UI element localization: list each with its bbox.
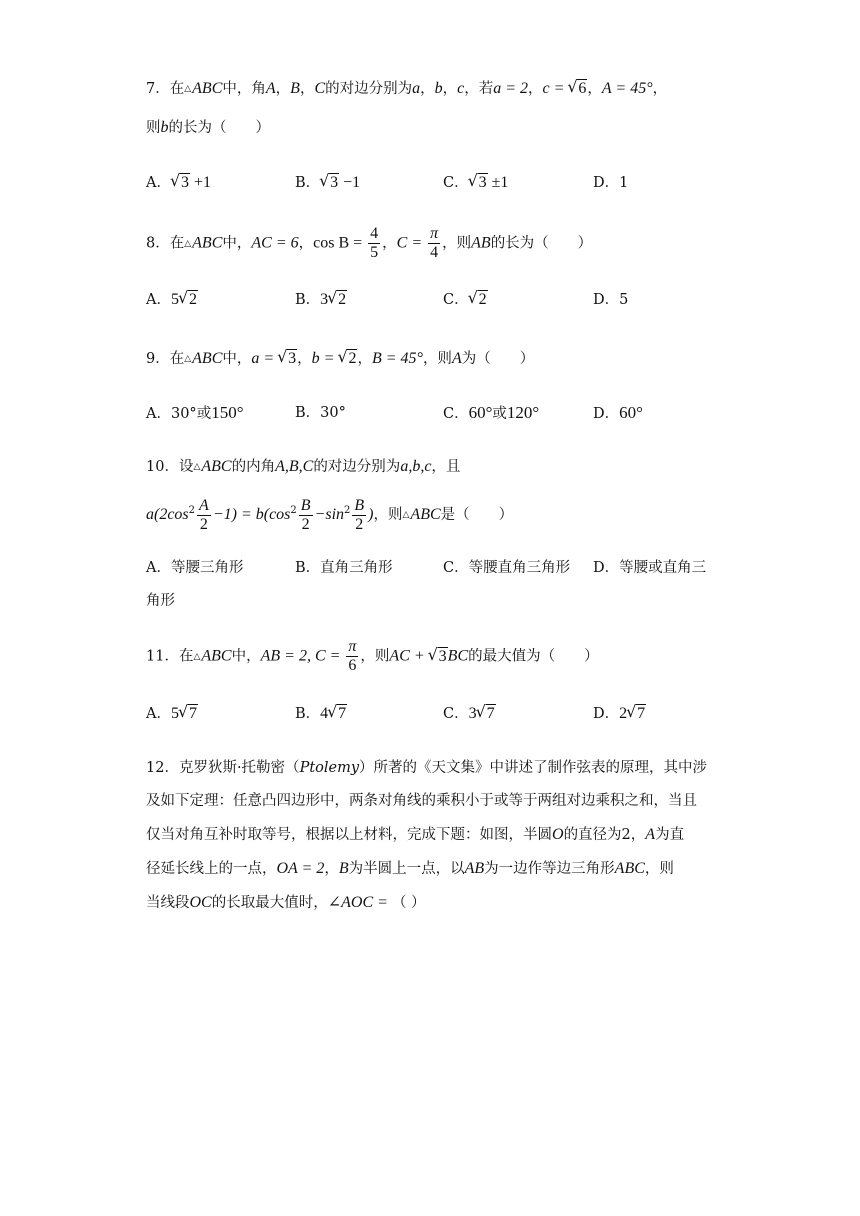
triangle-icon: △ <box>184 84 192 94</box>
q8-option-a[interactable]: A．5√ 2 <box>146 287 198 313</box>
q9-option-d[interactable]: D．60° <box>593 403 643 422</box>
q12-stem <box>146 752 726 920</box>
q10-option-b[interactable]: B．直角三角形 <box>295 560 393 576</box>
q9-option-a[interactable]: A．30°或150° <box>146 403 244 422</box>
q8-options <box>146 287 726 313</box>
q10-option-d[interactable]: D．等腰或直角三 <box>593 560 707 576</box>
q7-stem-line1: 7．在△ABC中，角A，B，C的对边分别为a，b，c，若a = 2，c = √ 6，A = 45°， <box>146 78 667 100</box>
q12-line2: 及如下定理：任意凸四边形中，两条对角线的乘积小于或等于两组对边乘积之和，当且 <box>146 793 697 809</box>
q12-line3: 仅当对角互补时取等号，根据以上材料，完成下题：如图，半圆O的直径为2，A为直 <box>146 826 685 843</box>
q11-option-b[interactable]: B．4√ 7 <box>295 701 347 727</box>
triangle-icon: △ <box>402 510 410 520</box>
q9-stem: 9．在△ABC中，a = √ 3，b = √ 2，B = 45°，则A为（ ） <box>146 348 534 370</box>
q9-options <box>146 400 726 426</box>
q9-option-b[interactable]: B．30° <box>295 405 346 421</box>
q10-option-c[interactable]: C．等腰直角三角形 <box>443 560 571 576</box>
q10-stem-line1: 10．设△ABC的内角A,B,C的对边分别为a,b,c，且 <box>146 458 461 475</box>
q8-option-d[interactable]: D．5 <box>593 292 629 308</box>
q11-option-a[interactable]: A．5√ 7 <box>146 701 198 727</box>
q7-option-c[interactable]: C．√ 3 ±1 <box>443 170 508 196</box>
q12-line5: 当线段OC的长取最大值时，∠AOC = （ ） <box>146 894 426 911</box>
triangle-icon: △ <box>193 462 201 472</box>
q7-option-b[interactable]: B．√ 3 −1 <box>295 170 360 196</box>
triangle-icon: △ <box>193 651 201 662</box>
q7-option-d[interactable]: D．1 <box>593 175 629 191</box>
q12-line4: 径延长线上的一点，OA = 2，B为半圆上一点，以AB为一边作等边三角形ABC，则 <box>146 860 674 877</box>
q8-option-c[interactable]: C．√ 2 <box>443 287 488 313</box>
q11-options <box>146 701 726 727</box>
triangle-icon: △ <box>184 238 192 249</box>
q7-stem-line2: 则b的长为（ ） <box>146 119 270 136</box>
q8-option-b[interactable]: B．3√ 2 <box>295 287 347 313</box>
q10-option-d-wrap: 角形 <box>146 593 175 609</box>
q11-option-c[interactable]: C．3√ 7 <box>443 701 496 727</box>
q10-options <box>146 555 726 581</box>
q11-stem: 11．在△ABC中，AB = 2, C = $\frac{\pi}{6}$ ，则AC + √ 3BC的最大值为（ ） <box>146 638 599 675</box>
triangle-icon: △ <box>184 354 192 364</box>
q9-option-c[interactable]: C．60°或120° <box>443 403 540 422</box>
q10-option-a[interactable]: A．等腰三角形 <box>146 560 244 576</box>
q8-stem: 8．在△ABC中，AC = 6，cos B = $\frac{4}{5}$ ，C = $\frac{\pi}{4}$ ，则AB的长为（ ） <box>146 225 593 261</box>
q11-option-d[interactable]: D．2√ 7 <box>593 701 646 727</box>
q7-option-a[interactable]: A．√ 3 +1 <box>146 170 211 196</box>
q12-line1: 12．克罗狄斯·托勒密（Ptolemy）所著的《天文集》中讲述了制作弦表的原理，其中涉 <box>146 760 708 776</box>
q7-options <box>146 170 726 196</box>
q10-stem-line2: $a(2\cos^2$ $\frac{A}{2}$ $-1) = b(\cos^2$ $\frac{B}{2}$ $-\sin^2$ $\frac{B}{2}$ )，则△ABC是（ ） <box>146 496 514 533</box>
